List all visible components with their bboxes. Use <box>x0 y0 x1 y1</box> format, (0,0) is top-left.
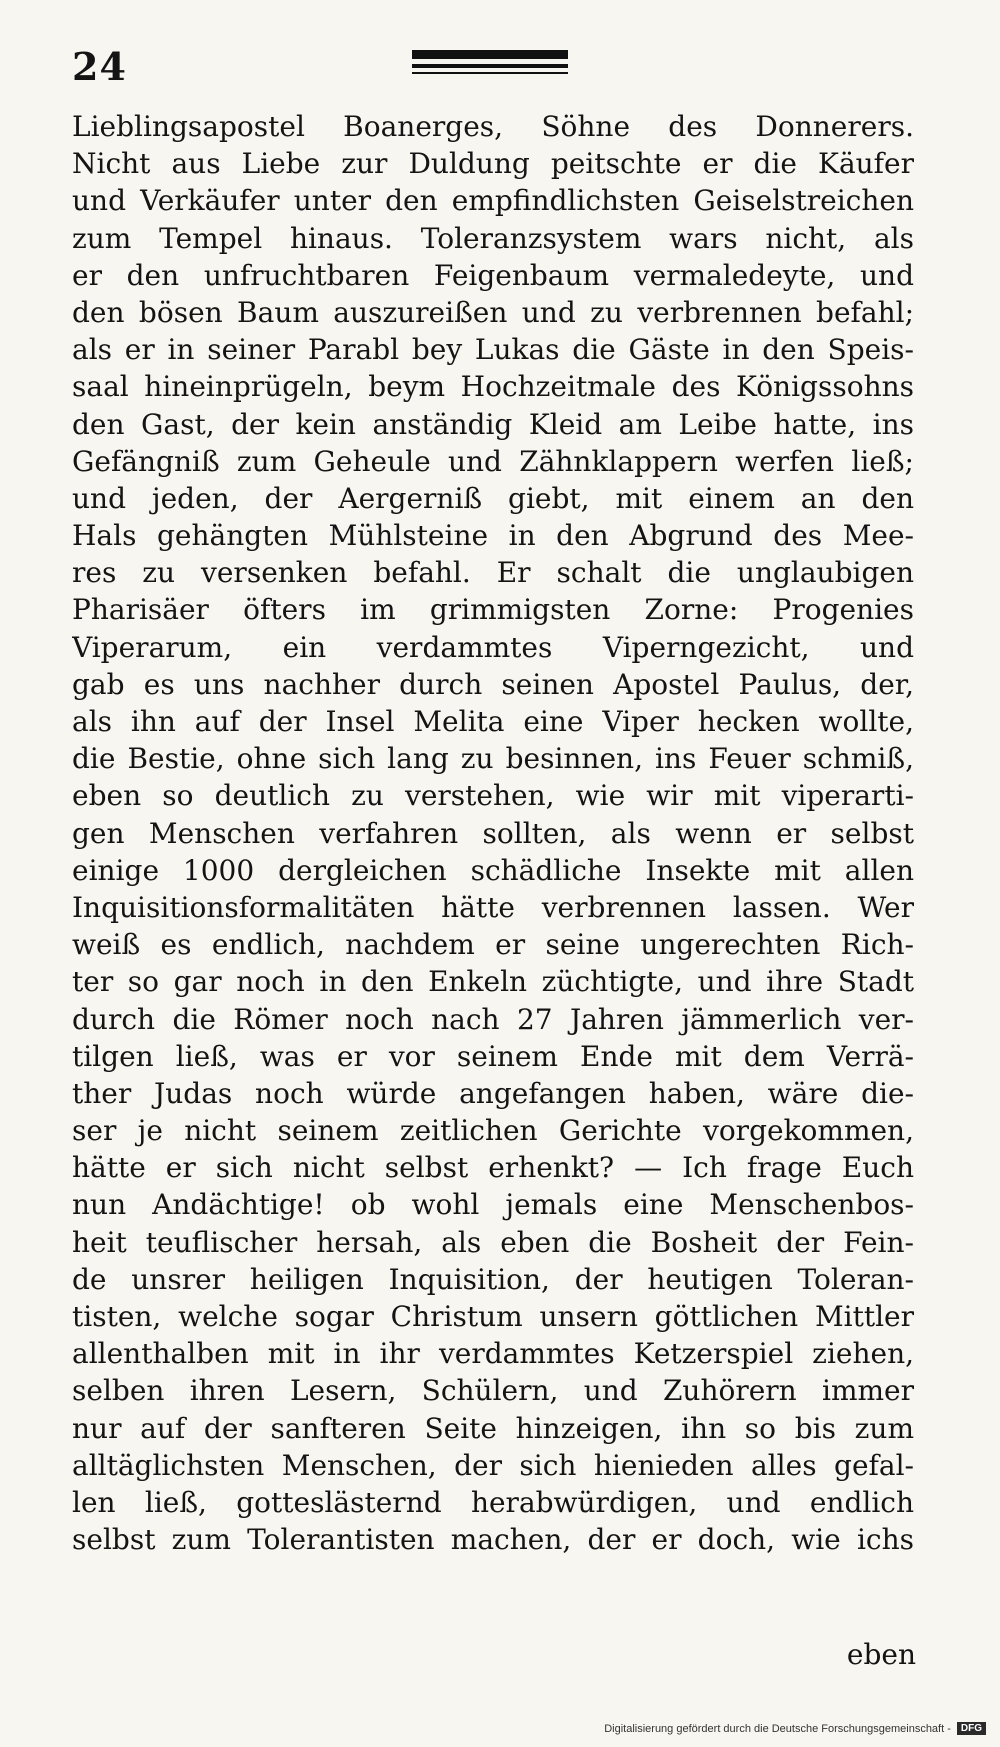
text-line: selbst zum Tolerantisten machen, der er doch, wie ichs <box>72 1523 914 1557</box>
text-line: Pharisäer öfters im grimmigsten Zorne: Progenies <box>72 593 914 627</box>
text-line: selben ihren Lesern, Schülern, und Zuhörern immer <box>72 1374 914 1408</box>
text-line: ther Judas noch würde angefangen haben, wäre die- <box>72 1076 914 1110</box>
text-line: Gefängniß zum Geheule und Zähnklappern werfen ließ; <box>72 444 914 478</box>
text-line: len ließ, gotteslästernd herabwürdigen, und endlich <box>72 1485 914 1519</box>
text-line: res zu versenken befahl. Er schalt die unglaubigen <box>72 556 914 590</box>
text-line: als er in seiner Parabl bey Lukas die Gäste in den Speis- <box>72 333 914 367</box>
text-line: als ihn auf der Insel Melita eine Viper hecken wollte, <box>72 705 914 738</box>
catchword: eben <box>846 1638 916 1671</box>
text-line: nur auf der sanfteren Seite hinzeigen, ihn so bis zum <box>72 1411 914 1445</box>
text-line: Lieblingsapostel Boanerges, Söhne des Donnerers. <box>72 110 914 143</box>
header-rule-thick <box>412 50 568 59</box>
text-line: Nicht aus Liebe zur Duldung peitschte er die Käufer <box>72 147 914 181</box>
digitization-footer <box>604 1722 986 1735</box>
header-rule-thin <box>412 72 568 74</box>
text-line: den bösen Baum auszureißen und zu verbrennen befahl; <box>72 295 914 329</box>
text-line: er den unfruchtbaren Feigenbaum vermaledeyte, und <box>72 258 914 292</box>
text-line: Viperarum, ein verdammtes Viperngezicht, und <box>72 630 914 664</box>
text-line: weiß es endlich, nachdem er seine ungerechten Rich- <box>72 928 914 962</box>
text-line: einige 1000 dergleichen schädliche Insekte mit allen <box>72 853 914 887</box>
text-line: Hals gehängten Mühlsteine in den Abgrund des Mee- <box>72 519 914 553</box>
text-line: zum Tempel hinaus. Toleranzsystem wars nicht, als <box>72 221 914 255</box>
text-line: tisten, welche sogar Christum unsern göttlichen Mittler <box>72 1300 914 1333</box>
text-line: gen Menschen verfahren sollten, als wenn er selbst <box>72 816 914 850</box>
header-rule-mid <box>412 64 568 68</box>
text-line: den Gast, der kein anständig Kleid am Leibe hatte, ins <box>72 407 914 441</box>
text-line: ser je nicht seinem zeitlichen Gerichte vorgekommen, <box>72 1114 914 1148</box>
text-line: tilgen ließ, was er vor seinem Ende mit dem Verrä- <box>72 1039 914 1073</box>
text-line: durch die Römer noch nach 27 Jahren jämmerlich ver- <box>72 1002 914 1036</box>
header-rule <box>412 50 568 80</box>
text-line: Inquisitionsformalitäten hätte verbrennen lassen. Wer <box>72 890 914 924</box>
text-line: de unsrer heiligen Inquisition, der heutigen Toleran- <box>72 1262 914 1296</box>
body-text <box>72 108 914 1558</box>
text-line: heit teuflischer hersah, als eben die Bosheit der Fein- <box>72 1225 914 1259</box>
text-line: eben so deutlich zu verstehen, wie wir mit viperarti- <box>72 779 914 813</box>
text-line: allenthalben mit in ihr verdammtes Ketzerspiel ziehen, <box>72 1337 914 1371</box>
text-line: und Verkäufer unter den empfindlichsten Geiselstreichen <box>72 184 914 218</box>
text-line: gab es uns nachher durch seinen Apostel Paulus, der, <box>72 667 914 701</box>
text-line: ter so gar noch in den Enkeln züchtigte, und ihre Stadt <box>72 965 914 999</box>
text-line: saal hineinprügeln, beym Hochzeitmale des Königssohns <box>72 370 914 404</box>
footer-text: Digitalisierung gefördert durch die Deutsche Forschungsgemeinschaft - <box>604 1722 951 1735</box>
text-line: hätte er sich nicht selbst erhenkt? — Ich frage Euch <box>72 1151 914 1185</box>
text-line: nun Andächtige! ob wohl jemals eine Menschenbos- <box>72 1188 914 1222</box>
page-number: 24 <box>72 44 127 89</box>
text-line: alltäglichsten Menschen, der sich hienieden alles gefal- <box>72 1448 914 1482</box>
text-line: die Bestie, ohne sich lang zu besinnen, ins Feuer schmiß, <box>72 742 914 776</box>
dfg-logo: DFG <box>957 1722 986 1735</box>
text-line: und jeden, der Aergerniß giebt, mit einem an den <box>72 481 914 515</box>
